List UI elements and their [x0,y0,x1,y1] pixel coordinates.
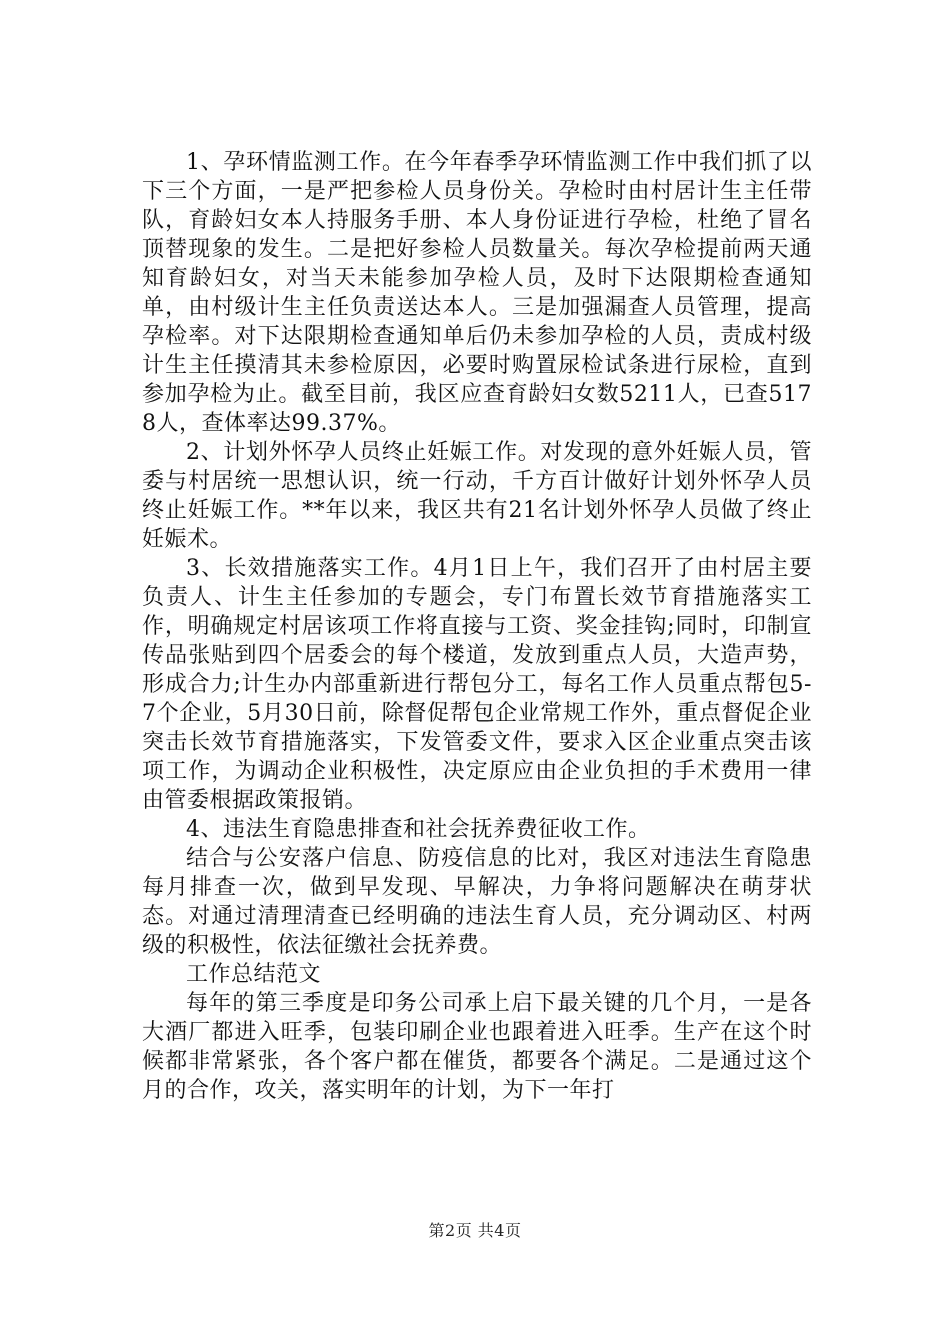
document-body [142,148,812,1105]
paragraph-long-term-measures: 3、长效措施落实工作。4月1日上午，我们召开了由村居主要负责人、计生主任参加的专题会，专门布置长效节育措施落实工作，明确规定村居该项工作将直接与工资、奖金挂钩;同时，印制宣传品张贴到四个居委会的每个楼道，发放到重点人员，大造声势，形成合力;计生办内部重新进行帮包分工，每名工作人员重点帮包5-7个企业，5月30日前，除督促帮包企业常规工作外，重点督促企业突击长效节育措施落实，下发管委文件，要求入区企业重点突击该项工作，为调动企业积极性，决定原应由企业负担的手术费用一律由管委根据政策报销。 [142,556,812,813]
paragraph-illegal-birth-detail: 结合与公安落户信息、防疫信息的比对，我区对违法生育隐患每月排查一次，做到早发现、早解决，力争将问题解决在萌芽状态。对通过清理清查已经明确的违法生育人员，充分调动区、村两级的积极性，依法征缴社会抚养费。 [142,846,812,958]
page-footer: 第2页 共4页 [428,1221,522,1240]
paragraph-third-quarter: 每年的第三季度是印务公司承上启下最关键的几个月，一是各大酒厂都进入旺季，包装印刷企业也跟着进入旺季。生产在这个时候都非常紧张，各个客户都在催货，都要各个满足。二是通过这个月的合作，攻关，落实明年的计划，为下一年打 [142,991,812,1103]
paragraph-termination-work: 2、计划外怀孕人员终止妊娠工作。对发现的意外妊娠人员，管委与村居统一思想认识，统一行动，千方百计做好计划外怀孕人员终止妊娠工作。**年以来，我区共有21名计划外怀孕人员做了终止妊娠术。 [142,440,812,552]
section-title-work-summary: 工作总结范文 [186,962,322,987]
paragraph-illegal-birth-heading: 4、违法生育隐患排查和社会抚养费征收工作。 [186,817,651,842]
paragraph-pregnancy-monitoring: 1、孕环情监测工作。在今年春季孕环情监测工作中我们抓了以下三个方面，一是严把参检人员身份关。孕检时由村居计生主任带队，育龄妇女本人持服务手册、本人身份证进行孕检，杜绝了冒名顶替现象的发生。二是把好参检人员数量关。每次孕检提前两天通知育龄妇女，对当天未能参加孕检人员，及时下达限期检查通知单，由村级计生主任负责送达本人。三是加强漏查人员管理，提高孕检率。对下达限期检查通知单后仍未参加孕检的人员，责成村级计生主任摸清其未参检原因，必要时购置尿检试条进行尿检，直到参加孕检为止。截至目前，我区应查育龄妇女数5211人，已查5178人，查体率达99.37%。 [142,150,812,436]
